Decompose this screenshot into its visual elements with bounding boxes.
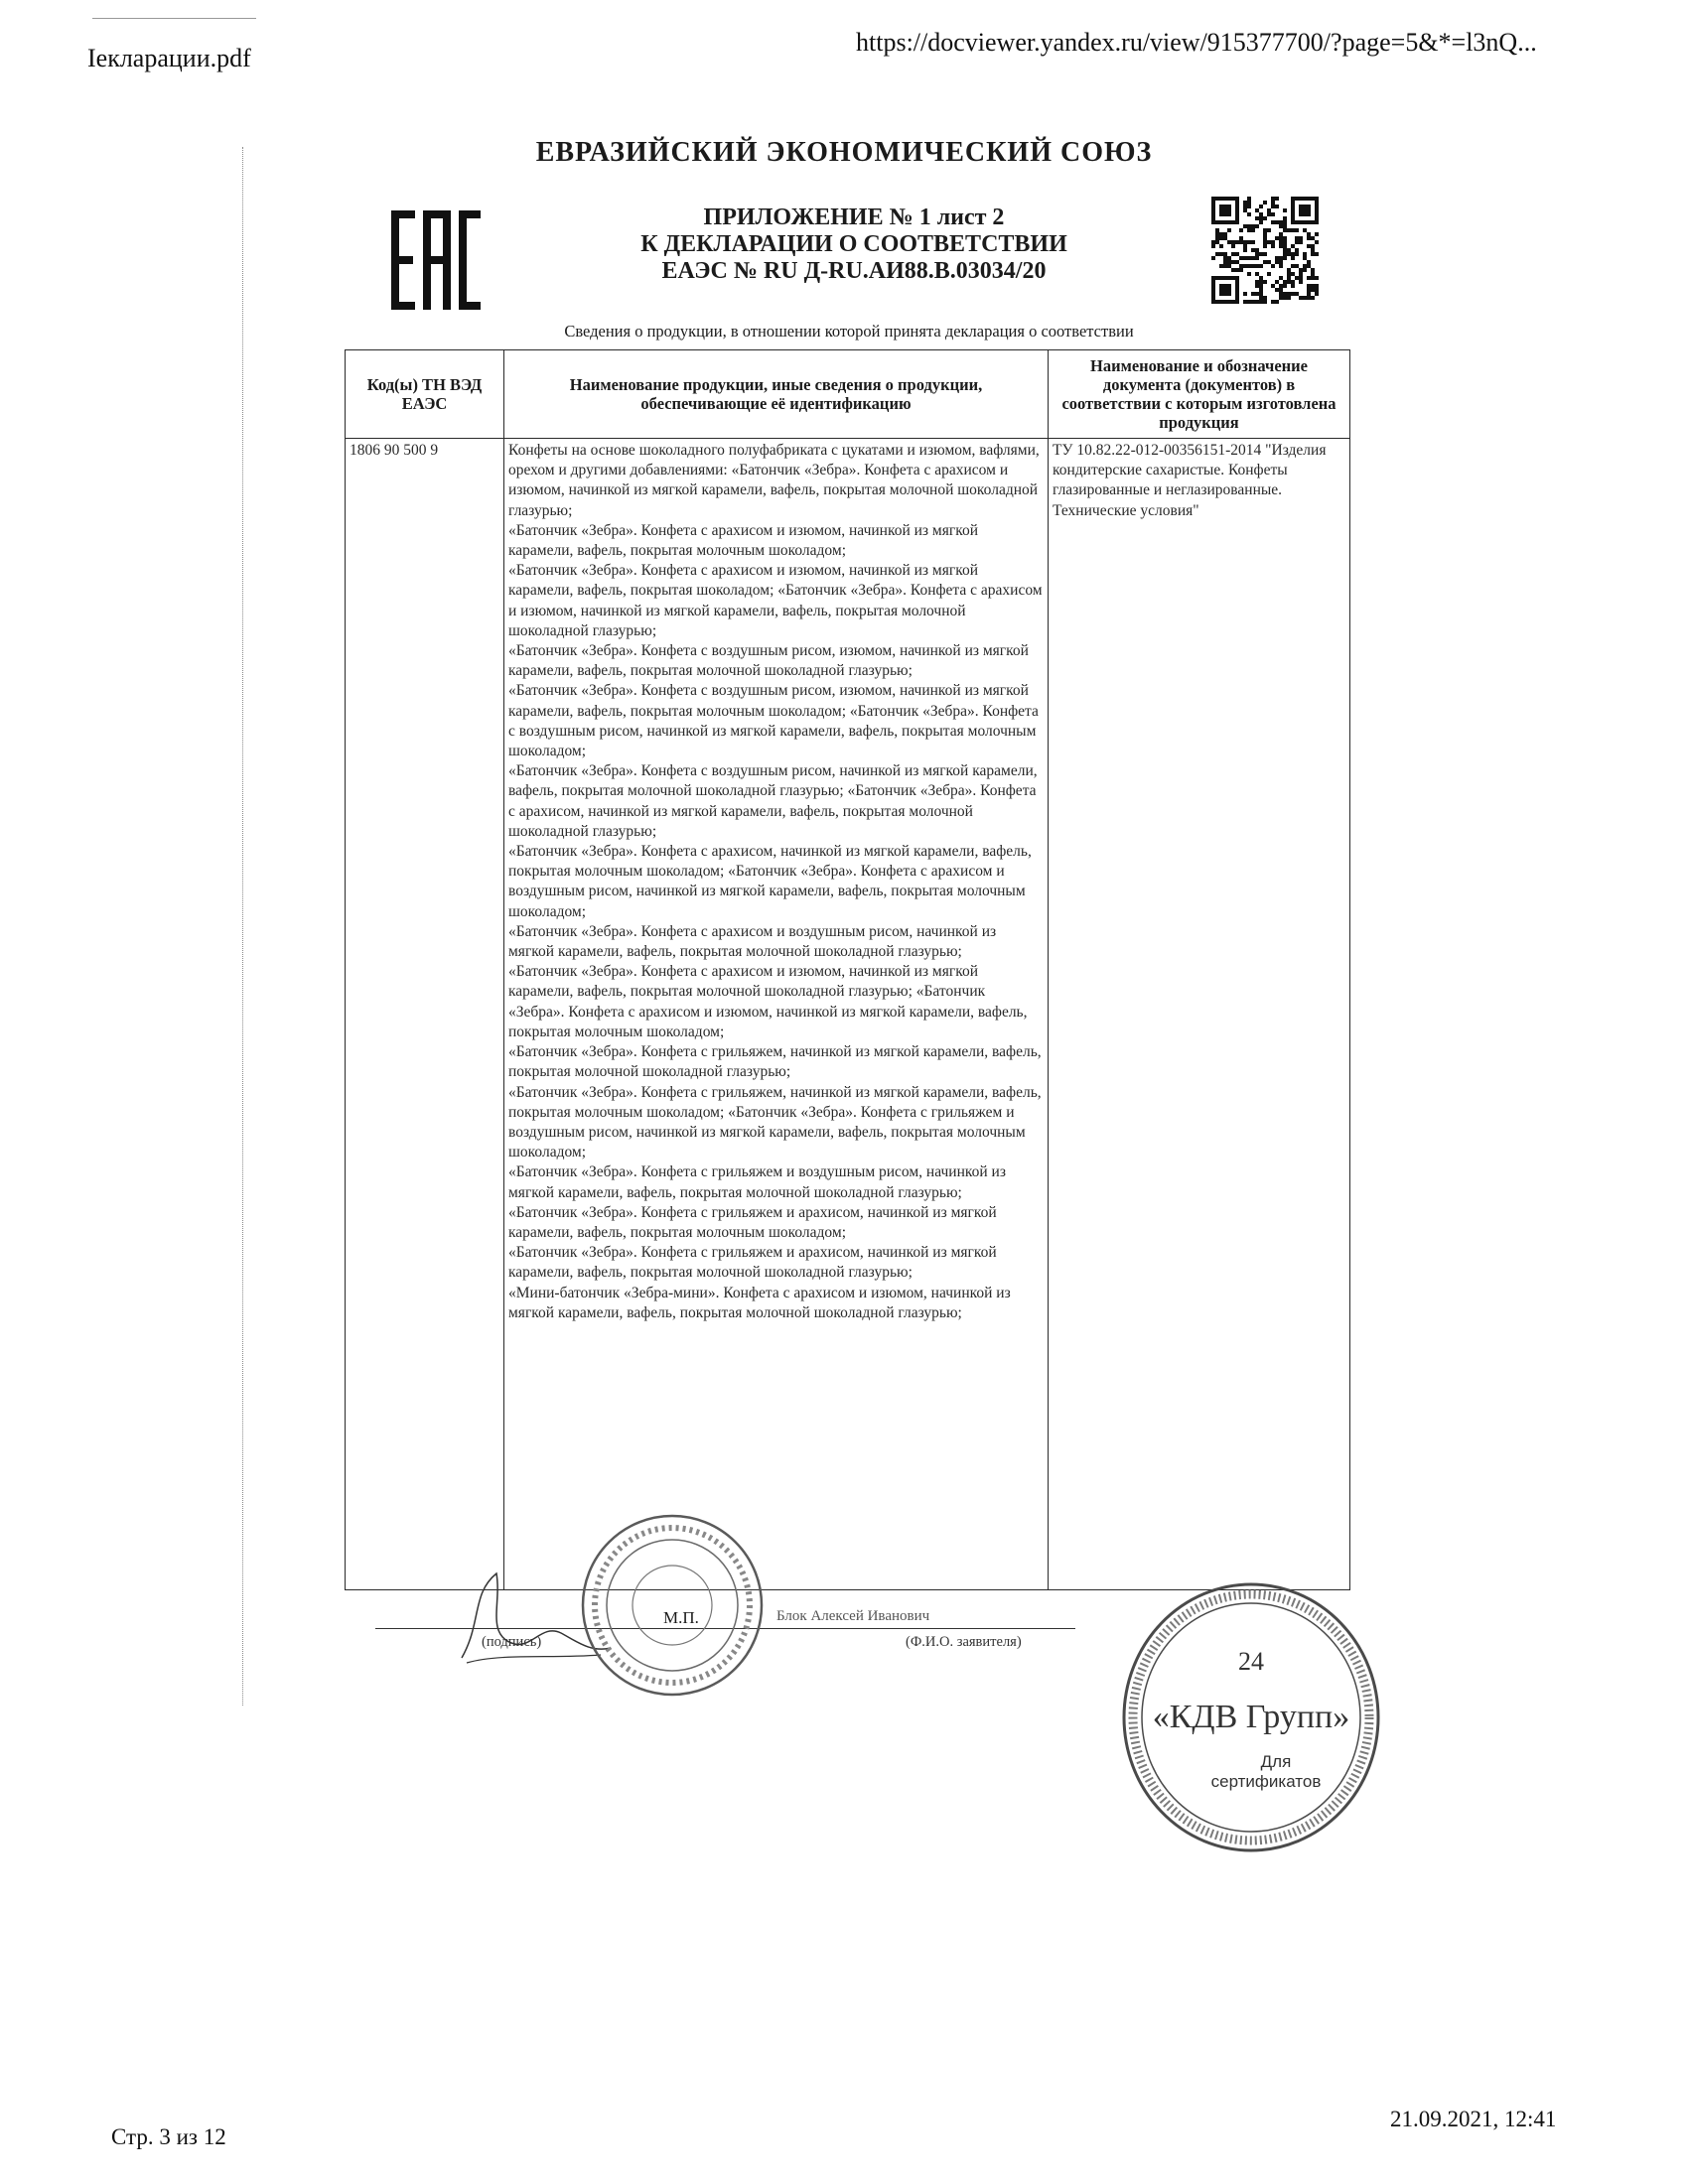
cell-code: 1806 90 500 9 bbox=[346, 439, 504, 1590]
eac-logo-text: EAC bbox=[436, 266, 438, 267]
seal-stamp-kdv bbox=[1117, 1578, 1385, 1856]
seal-stamp-left bbox=[578, 1511, 767, 1700]
seal-company: «КДВ Групп» bbox=[1152, 1699, 1350, 1735]
qr-code bbox=[1211, 197, 1319, 304]
product-line: «Батончик «Зебра». Конфета с воздушным рисом, изюмом, начинкой из мягкой карамели, вафель, покрытая молочной шоколадной глазурью; bbox=[508, 642, 1029, 680]
product-line: «Батончик «Зебра». Конфета с арахисом и воздушным рисом, начинкой из мягкой карамели, вафель, покрытая молочной шоколадной глазурью; bbox=[508, 922, 997, 961]
appendix-line-2: К ДЕКЛАРАЦИИ О СООТВЕТСТВИИ bbox=[640, 231, 1067, 257]
page-url: https://docviewer.yandex.ru/view/915377700/?page=5&*=l3nQ... bbox=[856, 28, 1537, 57]
product-line: «Батончик «Зебра». Конфета с грильяжем и арахисом, начинкой из мягкой карамели, вафель, покрытая молочной шоколадной глазурью; bbox=[508, 1244, 997, 1282]
signer-name: Блок Алексей Иванович bbox=[776, 1608, 930, 1624]
product-line: Конфеты на основе шоколадного полуфабриката с цукатами и изюмом, вафлями, орехом и другими добавлениями: «Батончик «Зебра». Конфета с арахисом и изюмом, начинкой из мягкой карамели, вафель, покрытая молочной шоколадной глазурью; bbox=[508, 442, 1040, 519]
appendix-line-1: ПРИЛОЖЕНИЕ № 1 лист 2 bbox=[703, 205, 1005, 230]
eac-logo bbox=[389, 206, 483, 314]
product-line: «Батончик «Зебра». Конфета с арахисом и изюмом, начинкой из мягкой карамели, вафель, покрытая молочной шоколадной глазурью; «Батончик «Зебра». Конфета с арахисом и изюмом, начинкой из мягкой карамели, вафель, покрытая молочным шоколадом; bbox=[508, 963, 1028, 1040]
appendix-line-3: ЕАЭС № RU Д-RU.АИ88.В.03034/20 bbox=[661, 258, 1047, 284]
table-header-row bbox=[346, 350, 1350, 439]
appendix-heading bbox=[576, 205, 1132, 285]
file-name: Іекларации.pdf bbox=[87, 44, 251, 72]
print-datetime: 21.09.2021, 12:41 bbox=[1390, 2107, 1557, 2131]
seal-purpose-1: Для bbox=[1260, 1752, 1292, 1771]
product-line: «Мини-батончик «Зебра-мини». Конфета с арахисом и изюмом, начинкой из мягкой карамели, вафель, покрытая молочной шоколадной глазурью; bbox=[508, 1284, 1011, 1321]
margin-line bbox=[242, 147, 243, 1706]
product-line: «Батончик «Зебра». Конфета с грильяжем, начинкой из мягкой карамели, вафель, покрытая молочным шоколадом; «Батончик «Зебра». Конфета с грильяжем и воздушным рисом, начинкой из мягкой карамели, вафель, покрытая молочным шоколадом; bbox=[508, 1083, 1042, 1161]
product-line: «Батончик «Зебра». Конфета с грильяжем и воздушным рисом, начинкой из мягкой карамели, вафель, покрытая молочной шоколадной глазурью; bbox=[508, 1163, 1006, 1201]
signature-label: (подпись) bbox=[482, 1634, 542, 1650]
page-counter: Стр. 3 из 12 bbox=[111, 2124, 226, 2149]
header-code: Код(ы) ТН ВЭД ЕАЭС bbox=[346, 350, 504, 439]
product-line: «Батончик «Зебра». Конфета с воздушным рисом, начинкой из мягкой карамели, вафель, покрытая молочной шоколадной глазурью; «Батончик «Зебра». Конфета с арахисом, начинкой из мягкой карамели, вафель, покрытая молочной шоколадной глазурью; bbox=[508, 762, 1038, 840]
cell-standard: ТУ 10.82.22-012-00356151-2014 "Изделия кондитерские сахаристые. Конфеты глазированные и неглазированные. Технические условия" bbox=[1049, 439, 1350, 1590]
mp-label: М.П. bbox=[663, 1608, 699, 1627]
top-rule bbox=[92, 18, 256, 19]
cell-product bbox=[504, 439, 1049, 1590]
products-table bbox=[345, 349, 1350, 1590]
table-row bbox=[346, 439, 1350, 1590]
product-line: «Батончик «Зебра». Конфета с арахисом и изюмом, начинкой из мягкой карамели, вафель, покрытая шоколадом; «Батончик «Зебра». Конфета с арахисом и изюмом, начинкой из мягкой карамели, вафель, покрытая молочной шоколадной глазурью; bbox=[508, 562, 1043, 639]
union-title: ЕВРАЗИЙСКИЙ ЭКОНОМИЧЕСКИЙ СОЮЗ bbox=[535, 137, 1153, 168]
seal-number: 24 bbox=[1238, 1647, 1264, 1676]
product-line: «Батончик «Зебра». Конфета с грильяжем, начинкой из мягкой карамели, вафель, покрытая молочной шоколадной глазурью; bbox=[508, 1043, 1042, 1081]
seal-purpose-2: сертификатов bbox=[1210, 1772, 1322, 1791]
product-line: «Батончик «Зебра». Конфета с воздушным рисом, изюмом, начинкой из мягкой карамели, вафель, покрытая молочным шоколадом; «Батончик «Зебра». Конфета с воздушным рисом, начинкой из мягкой карамели, вафель, покрытая молочным шоколадом; bbox=[508, 682, 1039, 760]
product-line: «Батончик «Зебра». Конфета с арахисом, начинкой из мягкой карамели, вафель, покрытая молочным шоколадом; «Батончик «Зебра». Конфета с арахисом и воздушным рисом, начинкой из мягкой карамели, вафель, покрытая молочным шоколадом; bbox=[508, 843, 1032, 920]
table-caption: Сведения о продукции, в отношении которой принята декларация о соответствии bbox=[564, 322, 1134, 341]
product-line: «Батончик «Зебра». Конфета с грильяжем и арахисом, начинкой из мягкой карамели, вафель, покрытая молочным шоколадом; bbox=[508, 1203, 997, 1241]
header-standard: Наименование и обозначение документа (документов) в соответствии с которым изготовлена продукция bbox=[1049, 350, 1350, 439]
applicant-label: (Ф.И.О. заявителя) bbox=[906, 1634, 1022, 1650]
header-product: Наименование продукции, иные сведения о продукции, обеспечивающие её идентификацию bbox=[504, 350, 1049, 439]
product-line: «Батончик «Зебра». Конфета с арахисом и изюмом, начинкой из мягкой карамели, вафель, покрытая молочным шоколадом; bbox=[508, 521, 978, 560]
